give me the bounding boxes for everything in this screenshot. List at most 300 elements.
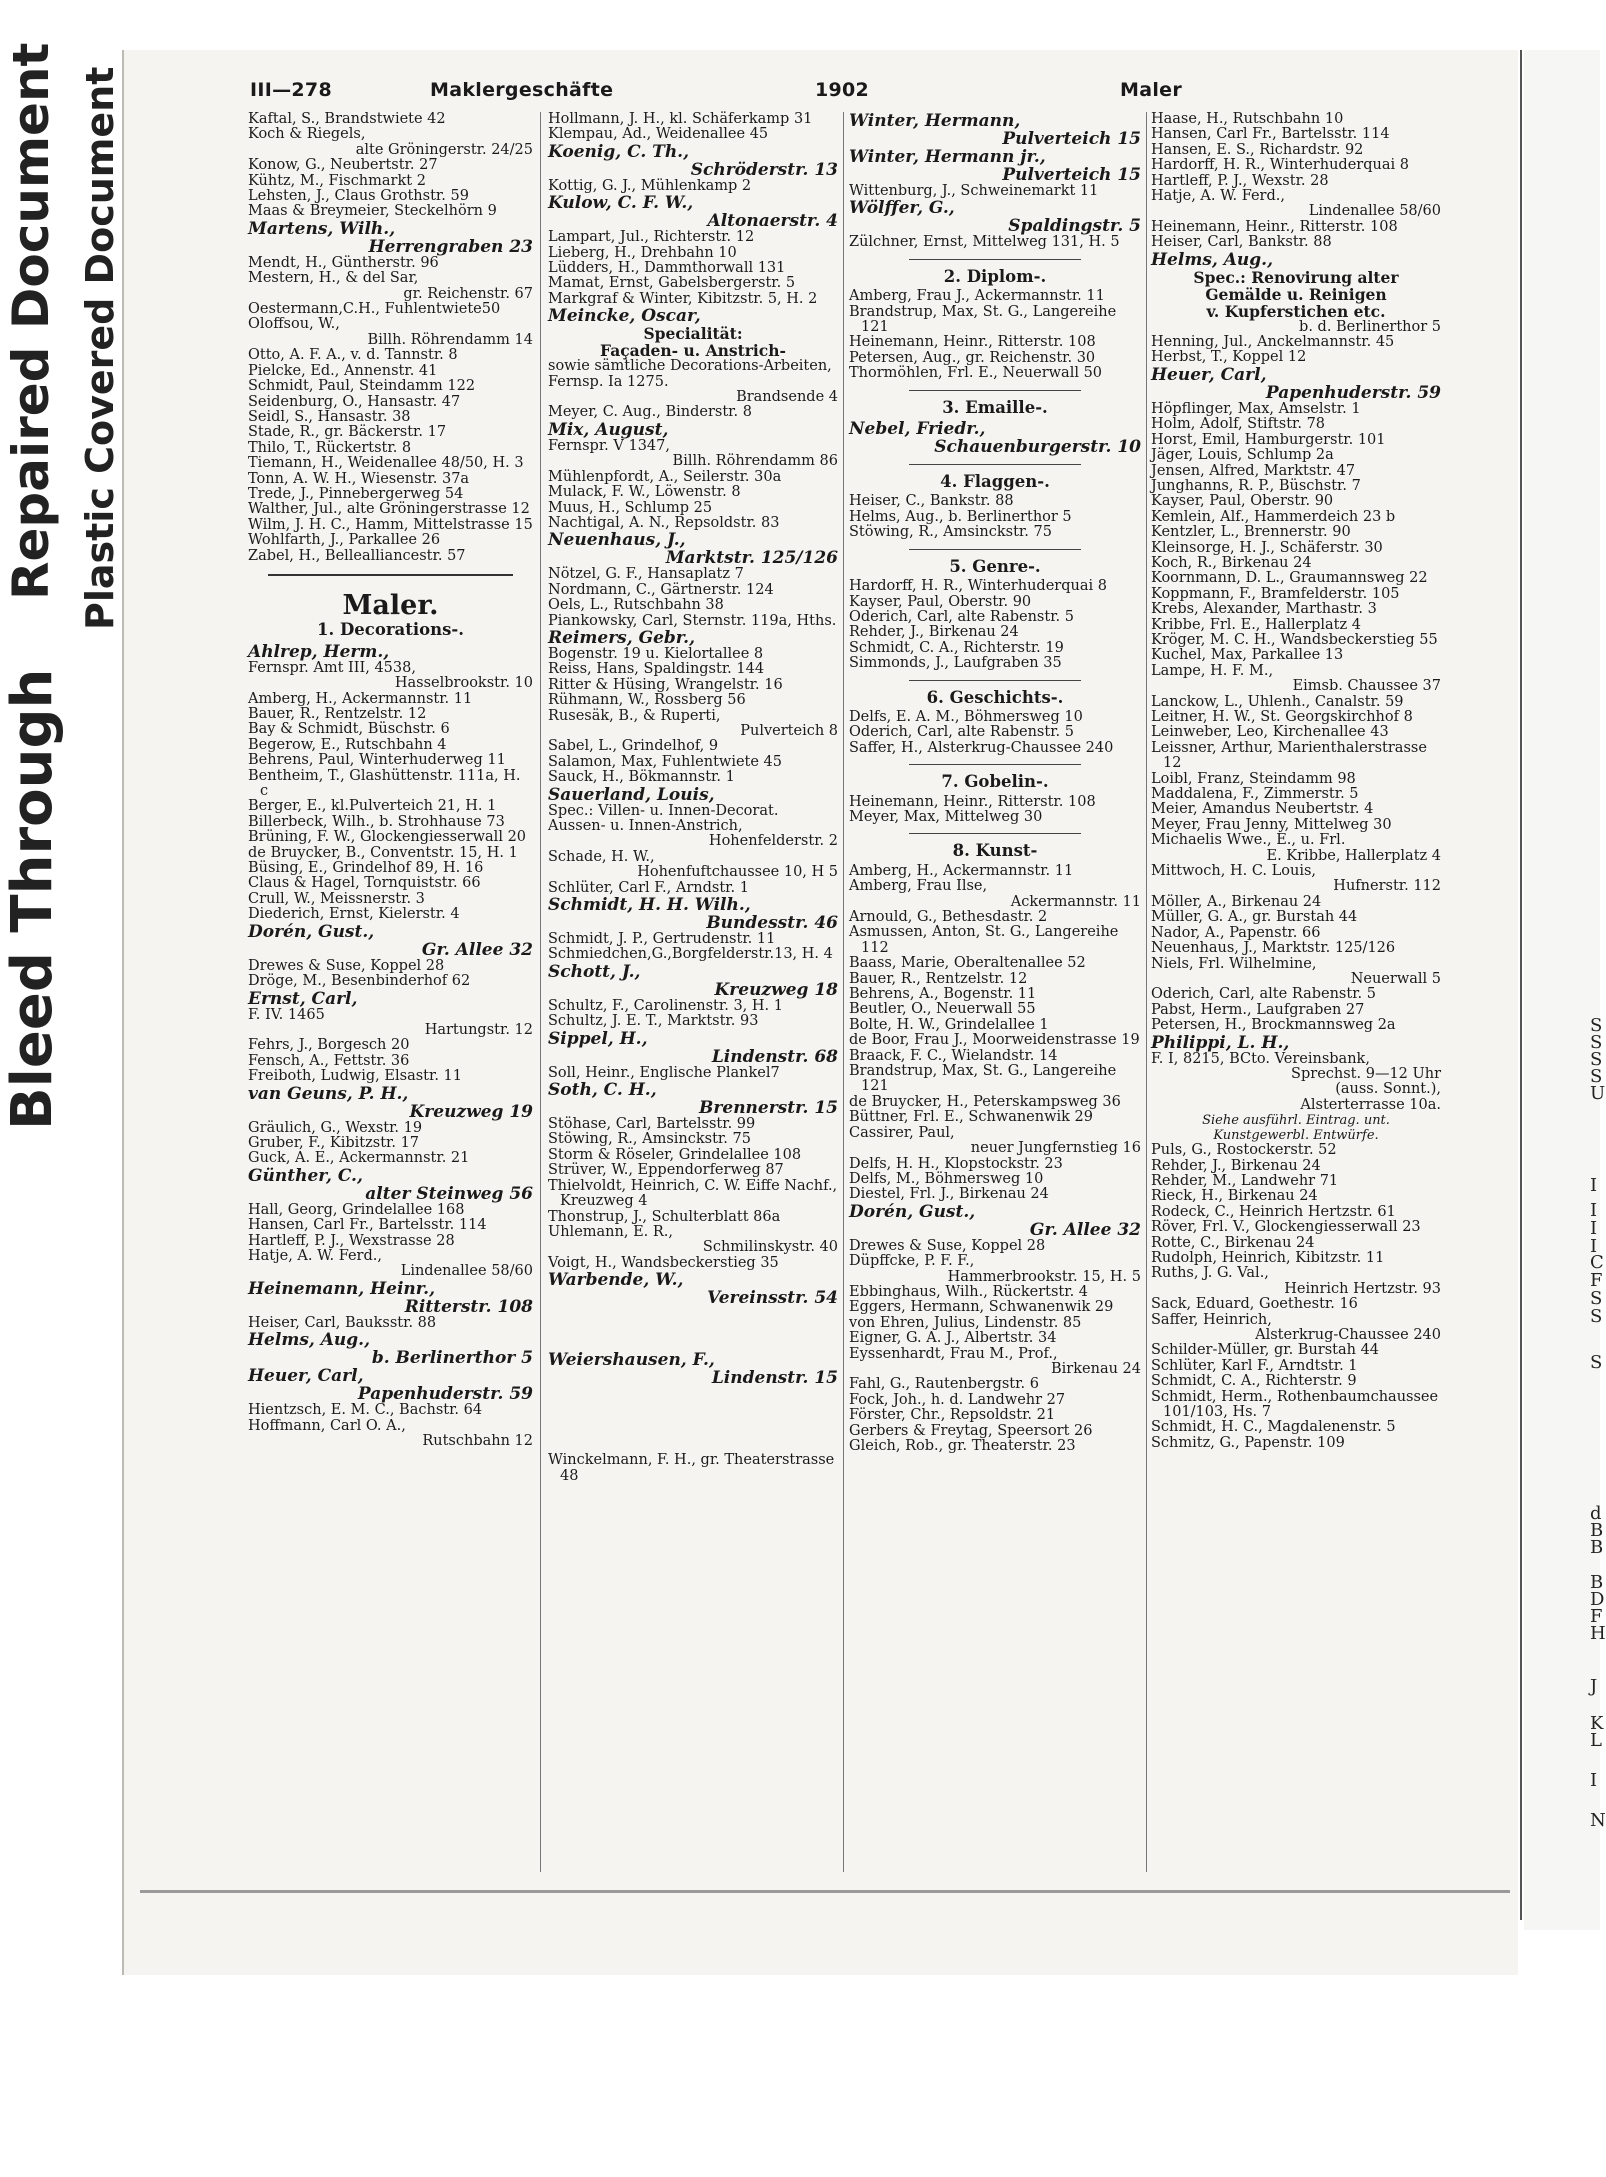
directory-entry — [248, 959, 533, 974]
directory-entry — [1151, 335, 1441, 350]
directory-entry — [849, 710, 1141, 725]
directory-entry — [248, 189, 533, 204]
directory-entry — [849, 1064, 1141, 1095]
entry-name: Hientzsch, E. M. C., Bachstr. 64 — [248, 1402, 483, 1419]
fragment-letter: B — [1590, 1537, 1604, 1558]
entry-name: Kröger, M. C. H., Wandsbeckerstieg 55 — [1151, 631, 1438, 648]
directory-entry — [849, 1239, 1141, 1254]
entry-name: Meyer, Max, Mittelweg 30 — [849, 808, 1043, 825]
directory-entry — [849, 289, 1141, 304]
directory-entry — [548, 531, 838, 567]
entry-name: Heuer, Carl, — [1151, 364, 1267, 385]
directory-entry — [1151, 556, 1441, 571]
entry-name: Rotte, C., Birkenau 24 — [1151, 1234, 1315, 1251]
fragment-letter: S — [1590, 1049, 1603, 1070]
entry-name: Meincke, Oscar, — [548, 306, 701, 327]
entry-name: Lampart, Jul., Richterstr. 12 — [548, 229, 755, 246]
entry-name: Höpflinger, Max, Amselstr. 1 — [1151, 400, 1361, 417]
header-title: Maklergeschäfte — [430, 79, 614, 101]
entry-name: Rieck, H., Birkenau 24 — [1151, 1188, 1318, 1205]
directory-entry — [849, 1347, 1141, 1378]
bleed-through-label: Bleed Through — [0, 668, 65, 1130]
entry-name: Winckelmann, F. H., gr. Theaterstrasse 48 — [548, 1452, 835, 1484]
directory-entry — [849, 1187, 1141, 1202]
entry-name: Hartleff, P. J., Wexstr. 28 — [1151, 172, 1329, 189]
directory-entry — [548, 770, 838, 785]
directory-entry — [849, 199, 1141, 235]
subsection-heading: 1. Decorations-. — [317, 620, 464, 640]
directory-entry — [548, 470, 838, 485]
directory-entry — [548, 614, 838, 629]
entry-address: Billh. Röhrendamm 86 — [672, 453, 838, 470]
entry-name: Fernspr. Amt III, 4538, — [248, 659, 416, 676]
directory-entry — [849, 656, 1141, 671]
entry-name: Markgraf & Winter, Kibitzstr. 5, H. 2 — [548, 290, 818, 307]
entry-name: Thilo, T., Rückertstr. 8 — [248, 439, 412, 456]
directory-entry — [849, 1018, 1141, 1033]
section-rule — [268, 574, 513, 576]
entry-name: Spec.: Villen- u. Innen-Decorat. — [548, 802, 779, 819]
directory-entry — [548, 932, 838, 947]
page-header — [250, 79, 1180, 107]
directory-entry — [1151, 1189, 1441, 1204]
subsection-heading: 8. Kunst- — [952, 841, 1038, 861]
directory-entry — [248, 1085, 533, 1121]
spacer — [548, 1409, 838, 1431]
entry-name: Loibl, Franz, Steindamm 98 — [1151, 770, 1356, 787]
entry-name: Mestern, H., & del Sar, — [248, 270, 419, 287]
entry-address: Pulverteich 15 — [1002, 129, 1141, 149]
entry-name: Leitner, H. W., St. Georgskirchhof 8 — [1151, 709, 1413, 725]
directory-entry — [1151, 1236, 1441, 1251]
directory-entry — [248, 990, 533, 1008]
entry-name: Eggers, Hermann, Schwanenwik 29 — [849, 1299, 1114, 1316]
directory-entry — [1151, 926, 1441, 941]
directory-entry — [548, 127, 838, 142]
entry-name: Rehder, J., Birkenau 24 — [849, 624, 1019, 641]
entry-name: Petersen, Aug., gr. Reichenstr. 30 — [849, 349, 1096, 366]
entry-name: Dröge, M., Besenbinderhof 62 — [248, 973, 471, 990]
entry-name: Berger, E., kl.Pulverteich 21, H. 1 — [248, 798, 497, 815]
directory-entry — [1151, 402, 1441, 417]
directory-entry — [849, 1126, 1141, 1157]
directory-entry — [849, 610, 1141, 625]
entry-name: Delfs, H. H., Klopstockstr. 23 — [849, 1155, 1063, 1172]
entry-address: Lindenstr. 15 — [711, 1368, 838, 1389]
entry-name: Mühlenpfordt, A., Seilerstr. 30a — [548, 468, 782, 485]
entry-address: Brennerstr. 15 — [699, 1098, 838, 1119]
entry-name: Maddalena, F., Zimmerstr. 5 — [1151, 786, 1359, 803]
directory-entry — [1151, 910, 1441, 925]
entry-name: Hartleff, P. J., Wexstrasse 28 — [248, 1232, 455, 1249]
directory-entry — [1151, 1052, 1441, 1083]
directory-entry — [1151, 1436, 1441, 1451]
entry-name: Oderich, Carl, alte Rabenstr. 5 — [1151, 986, 1376, 1003]
directory-entry — [548, 1117, 838, 1132]
fragment-letter: F — [1590, 1270, 1603, 1291]
directory-entry — [548, 947, 838, 962]
directory-entry — [548, 421, 838, 439]
directory-entry — [248, 549, 533, 564]
entry-name: Beutler, O., Neuerwall 55 — [849, 1001, 1036, 1018]
directory-entry — [1151, 1018, 1441, 1033]
entry-name: Sippel, H., — [548, 1028, 648, 1049]
entry-address: Altonaerstr. 4 — [707, 211, 838, 232]
directory-entry — [1151, 433, 1441, 448]
spacer — [548, 1329, 838, 1351]
directory-entry — [248, 1280, 533, 1316]
entry-name: Weiershausen, F., — [548, 1350, 715, 1371]
directory-entry — [1151, 710, 1441, 725]
entry-name: Rusesäk, B., & Ruperti, — [548, 707, 721, 724]
directory-entry — [248, 379, 533, 394]
entry-name: Tonn, A. W. H., Wiesenstr. 37a — [248, 470, 470, 487]
directory-entry — [849, 879, 1141, 910]
fragment-letter: S — [1590, 1066, 1603, 1087]
directory-entry — [849, 810, 1141, 825]
entry-name: Schmidt, H. H. Wilh., — [548, 895, 751, 916]
advert-text: Gemälde u. Reinigen — [1205, 284, 1387, 304]
directory-entry — [548, 583, 838, 598]
advert-text: Specialität: — [643, 324, 743, 344]
directory-entry — [849, 579, 1141, 594]
directory-entry — [1151, 448, 1441, 463]
entry-address: Gr. Allee 32 — [421, 939, 533, 960]
entry-name: Düpffcke, P. F. F., — [849, 1253, 975, 1270]
entry-name: Schmidt, C. A., Richterstr. 19 — [849, 639, 1064, 656]
entry-name: Delfs, M., Böhmersweg 10 — [849, 1170, 1044, 1187]
entry-name: Warbende, W., — [548, 1270, 684, 1291]
entry-name: Lanckow, L., Uhlenh., Canalstr. 59 — [1151, 693, 1404, 710]
entry-address: Marktstr. 125/126 — [665, 548, 838, 569]
directory-entry — [248, 643, 533, 661]
entry-name: Drewes & Suse, Koppel 28 — [849, 1237, 1046, 1254]
entry-name: Wölffer, G., — [849, 198, 955, 219]
directory-entry — [548, 678, 838, 693]
entry-name: Kleinsorge, H. J., Schäferstr. 30 — [1151, 539, 1383, 556]
fragment-letter: L — [1590, 1730, 1602, 1751]
entry-name: Helms, Aug., — [248, 1330, 371, 1351]
entry-name: Herbst, T., Koppel 12 — [1151, 349, 1307, 366]
entry-name: Jäger, Louis, Schlump 2a — [1151, 447, 1334, 464]
directory-entry — [248, 441, 533, 456]
directory-entry — [1151, 1374, 1441, 1389]
entry-name: Aussen- u. Innen-Anstrich, — [548, 818, 743, 834]
fragment-letter: B — [1590, 1572, 1604, 1593]
entry-name: Seidl, S., Hansastr. 38 — [248, 408, 411, 425]
directory-entry — [548, 963, 838, 999]
directory-entry — [548, 1225, 838, 1256]
directory-entry — [849, 510, 1141, 525]
directory-entry — [248, 348, 533, 363]
entry-name: Mamat, Ernst, Gabelsbergerstr. 5 — [548, 275, 796, 292]
directory-entry — [1151, 174, 1441, 189]
directory-entry — [248, 395, 533, 410]
directory-entry — [849, 956, 1141, 971]
directory-entry — [248, 174, 533, 189]
adjacent-page-fragment — [1524, 50, 1606, 1930]
entry-name: Meyer, Frau Jenny, Mittelweg 30 — [1151, 816, 1392, 833]
directory-entry — [248, 220, 533, 256]
directory-entry — [1151, 1220, 1441, 1235]
directory-entry — [849, 1331, 1141, 1346]
directory-entry — [248, 410, 533, 425]
entry-name: Otto, A. F. A., v. d. Tannstr. 8 — [248, 347, 458, 364]
entry-address: Pulverteich 15 — [1002, 165, 1141, 185]
entry-name: Soth, C. H., — [548, 1080, 657, 1101]
entry-name: Neuenhaus, J., — [548, 530, 686, 551]
entry-name: Behrens, A., Bogenstr. 11 — [849, 986, 1037, 1003]
entry-address: Lindenallee 58/60 — [1308, 203, 1441, 220]
entry-name: Kribbe, Frl. E., Hallerplatz 4 — [1151, 616, 1361, 633]
entry-name: Lieberg, H., Drehbahn 10 — [548, 244, 737, 261]
directory-column-4 — [1151, 112, 1441, 1872]
directory-entry — [248, 1367, 533, 1403]
entry-name: Walther, Jul., alte Gröningerstrasse 12 — [248, 501, 530, 518]
entry-name: Rühmann, W., Rossberg 56 — [548, 692, 746, 709]
directory-column-1 — [248, 112, 533, 1872]
directory-entry — [548, 755, 838, 770]
entry-address: Kreuzweg 18 — [714, 979, 838, 1000]
entry-name: Asmussen, Anton, St. G., Langereihe 112 — [849, 924, 1119, 956]
entry-address: Bundesstr. 46 — [706, 913, 838, 934]
directory-entry — [548, 693, 838, 708]
directory-entry — [1151, 235, 1441, 250]
directory-entry — [849, 641, 1141, 656]
entry-name: Heinemann, Heinr., Ritterstr. 108 — [849, 334, 1096, 351]
entry-address: alter Steinweg 56 — [365, 1183, 533, 1204]
directory-entry — [548, 307, 838, 325]
entry-address: gr. Reichenstr. 67 — [403, 285, 533, 302]
entry-name: Winter, Hermann jr., — [849, 147, 1046, 167]
entry-name: Zabel, H., Bellealliancestr. 57 — [248, 547, 466, 564]
advert-text: Siehe ausführl. Eintrag. unt. — [1202, 1113, 1390, 1129]
entry-name: Hollmann, J. H., kl. Schäferkamp 31 — [548, 111, 813, 127]
directory-entry — [849, 1033, 1141, 1048]
directory-entry — [248, 974, 533, 989]
entry-name: Nador, A., Papenstr. 66 — [1151, 924, 1321, 941]
directory-entry — [849, 305, 1141, 336]
directory-entry — [248, 692, 533, 707]
entry-address: Pulverteich 8 — [740, 722, 838, 739]
entry-name: Kemlein, Alf., Hammerdeich 23 b — [1151, 508, 1396, 525]
directory-entry — [548, 112, 838, 127]
entry-name: Wohlfarth, J., Parkallee 26 — [248, 532, 441, 549]
entry-name: Meyer, C. Aug., Binderstr. 8 — [548, 404, 752, 421]
directory-entry — [849, 1095, 1141, 1110]
directory-entry — [248, 472, 533, 487]
entry-name: Jensen, Alfred, Marktstr. 47 — [1151, 462, 1356, 479]
entry-name: Kühtz, M., Fischmarkt 2 — [248, 172, 426, 189]
directory-entry — [849, 725, 1141, 740]
directory-entry — [849, 1203, 1141, 1239]
entry-name: Ahlrep, Herm., — [248, 641, 390, 662]
directory-entry — [248, 487, 533, 502]
entry-name: Gruber, F., Kibitzstr. 17 — [248, 1134, 420, 1151]
directory-entry — [548, 516, 838, 531]
entry-name: Schmidt, J. P., Gertrudenstr. 11 — [548, 931, 776, 948]
directory-entry — [849, 595, 1141, 610]
directory-entry — [1151, 1390, 1441, 1421]
entry-name: F. I, 8215, BCto. Vereinsbank, — [1151, 1050, 1370, 1067]
entry-name: Fahl, G., Rautenbergstr. 6 — [849, 1376, 1039, 1393]
entry-name: Drewes & Suse, Koppel 28 — [248, 957, 445, 974]
directory-entry — [1151, 1034, 1441, 1052]
entry-name: van Geuns, P. H., — [248, 1083, 409, 1104]
directory-entry — [1151, 525, 1441, 540]
entry-address: b. Berlinerthor 5 — [371, 1348, 533, 1369]
directory-entry — [1151, 1098, 1441, 1113]
directory-entry — [1151, 143, 1441, 158]
directory-entry — [248, 722, 533, 737]
directory-entry — [849, 1377, 1141, 1392]
entry-name: Kulow, C. F. W., — [548, 193, 694, 214]
entry-name: Förster, Chr., Repsoldstr. 21 — [849, 1407, 1056, 1424]
entry-name: Nebel, Friedr., — [849, 419, 986, 440]
entry-name: Delfs, E. A. M., Böhmersweg 10 — [849, 708, 1083, 725]
directory-entry — [248, 876, 533, 891]
entry-name: Lampe, H. F. M., — [1151, 662, 1274, 679]
entry-name: Nordmann, C., Gärtnerstr. 124 — [548, 581, 774, 598]
directory-entry — [849, 148, 1141, 184]
entry-name: Bogenstr. 19 u. Kielortallee 8 — [548, 645, 764, 662]
directory-entry — [248, 1249, 533, 1280]
subsection-heading: 2. Diplom-. — [943, 266, 1047, 286]
directory-entry — [548, 567, 838, 582]
entry-name: Ritter & Hüsing, Wrangelstr. 16 — [548, 676, 783, 693]
directory-entry — [248, 1419, 533, 1450]
entry-address: Heinrich Hertzstr. 93 — [1284, 1280, 1441, 1297]
spacer — [548, 1431, 838, 1453]
entry-name: Simmonds, J., Laufgraben 35 — [849, 655, 1062, 672]
entry-name: Wittenburg, J., Schweinemarkt 11 — [849, 183, 1099, 199]
entry-name: Pielcke, Ed., Annenstr. 41 — [248, 362, 438, 379]
directory-entry — [849, 1316, 1141, 1331]
directory-entry — [1151, 1174, 1441, 1189]
directory-entry — [849, 741, 1141, 756]
directory-entry — [548, 1179, 838, 1210]
entry-address: Alsterkrug-Chaussee 240 — [1255, 1327, 1441, 1344]
section-rule — [909, 764, 1081, 765]
entry-name: Schade, H. W., — [548, 848, 655, 865]
directory-entry — [548, 896, 838, 932]
entry-name: Oestermann,C.H., Fuhlentwiete50 — [248, 301, 501, 318]
entry-name: Diestel, Frl. J., Birkenau 24 — [849, 1186, 1049, 1203]
entry-name: Hall, Georg, Grindelallee 168 — [248, 1201, 465, 1218]
directory-entry — [1151, 818, 1441, 833]
entry-name: Puls, G., Rostockerstr. 52 — [1151, 1142, 1337, 1159]
directory-entry — [849, 1157, 1141, 1172]
directory-entry — [849, 1285, 1141, 1300]
directory-entry — [248, 502, 533, 517]
entry-name: Nachtigal, A. N., Repsoldstr. 83 — [548, 514, 780, 531]
entry-name: Hatje, A. W. Ferd., — [1151, 188, 1285, 205]
directory-entry — [548, 1210, 838, 1225]
directory-entry — [248, 317, 533, 348]
entry-name: Rehder, M., Landwehr 71 — [1151, 1172, 1339, 1189]
directory-entry — [1151, 602, 1441, 617]
entry-name: Fehrs, J., Borgesch 20 — [248, 1037, 410, 1054]
entry-name: de Boor, Frau J., Moorweidenstrasse 19 — [849, 1032, 1140, 1049]
advert-text: Kunstgewerbl. Entwürfe. — [1213, 1128, 1379, 1144]
entry-name: Neuenhaus, J., Marktstr. 125/126 — [1151, 940, 1396, 957]
entry-name: Brandstrup, Max, St. G., Langereihe 121 — [849, 303, 1117, 336]
entry-name: Wilm, J. H. C., Hamm, Mittelstrasse 15 — [248, 516, 533, 533]
directory-entry — [548, 1030, 838, 1066]
entry-name: Bay & Schmidt, Büschstr. 6 — [248, 721, 450, 738]
page-gutter-line — [1520, 50, 1522, 1920]
directory-entry — [1151, 957, 1441, 988]
entry-name: Fernspr. V 1347, — [548, 437, 670, 454]
entry-name: Kaftal, S., Brandstwiete 42 — [248, 111, 446, 127]
entry-name: Heinemann, Heinr., — [248, 1278, 435, 1299]
entry-name: Hansen, E. S., Richardstr. 92 — [1151, 141, 1364, 158]
entry-name: Saffer, Heinrich, — [1151, 1311, 1272, 1328]
entry-address: alte Gröningerstr. 24/25 — [355, 141, 533, 158]
directory-entry — [548, 246, 838, 261]
entry-name: Brüning, F. W., Glockengiesserwall 20 — [248, 829, 527, 846]
directory-entry — [849, 525, 1141, 540]
entry-address: Papenhuderstr. 59 — [357, 1384, 533, 1405]
fragment-letter: S — [1590, 1288, 1603, 1309]
directory-entry — [1151, 833, 1441, 864]
directory-entry — [1151, 1251, 1441, 1266]
directory-entry — [1151, 417, 1441, 432]
directory-entry — [248, 1234, 533, 1249]
entry-name: Hansen, Carl Fr., Bartelsstr. 114 — [1151, 126, 1390, 143]
entry-name: Horst, Emil, Hamburgerstr. 101 — [1151, 431, 1386, 448]
entry-address: Hohenfelderstr. 2 — [708, 833, 838, 850]
entry-address: Brandsende 4 — [736, 389, 838, 406]
entry-name: Guck, A. E., Ackermannstr. 21 — [248, 1150, 470, 1167]
directory-entry — [548, 1132, 838, 1147]
directory-entry — [849, 625, 1141, 640]
entry-name: Begerow, E., Rutschbahn 4 — [248, 736, 447, 753]
entry-address: Eimsb. Chaussee 37 — [1292, 678, 1441, 695]
directory-entry — [1151, 895, 1441, 910]
directory-entry — [548, 1148, 838, 1163]
entry-name: Seidenburg, O., Hansastr. 47 — [248, 393, 461, 410]
entry-name: de Bruycker, B., Conventstr. 15, H. 1 — [248, 844, 518, 861]
entry-name: Junghanns, R. P., Büschstr. 7 — [1151, 477, 1361, 494]
directory-entry — [849, 1408, 1141, 1423]
entry-address: Rutschbahn 12 — [422, 1433, 533, 1449]
directory-entry — [248, 1008, 533, 1039]
entry-address: Billh. Röhrendamm 14 — [367, 331, 533, 348]
entry-name: Storm & Röseler, Grindelallee 108 — [548, 1146, 802, 1163]
directory-entry — [1151, 1205, 1441, 1220]
directory-entry — [1151, 664, 1441, 695]
directory-entry — [849, 366, 1141, 381]
directory-entry — [548, 647, 838, 662]
entry-name: Dorén, Gust., — [849, 1201, 976, 1222]
entry-name: Voigt, H., Wandsbeckerstieg 35 — [548, 1254, 779, 1271]
subsection-heading: 4. Flaggen-. — [940, 472, 1050, 492]
entry-name: Amberg, H., Ackermannstr. 11 — [849, 862, 1074, 879]
section-rule — [909, 549, 1081, 550]
directory-entry — [1151, 587, 1441, 602]
directory-column-3 — [849, 112, 1141, 1872]
directory-entry — [849, 910, 1141, 925]
spacer — [548, 1307, 838, 1329]
page-bottom-edge — [140, 1890, 1510, 1893]
entry-name: Bauer, R., Rentzelstr. 12 — [849, 970, 1028, 987]
directory-entry — [849, 1049, 1141, 1064]
directory-entry — [849, 864, 1141, 879]
entry-name: Mix, August, — [548, 419, 669, 440]
entry-name: Dorén, Gust., — [248, 921, 375, 942]
entry-name: Oloffsou, W., — [248, 316, 340, 333]
